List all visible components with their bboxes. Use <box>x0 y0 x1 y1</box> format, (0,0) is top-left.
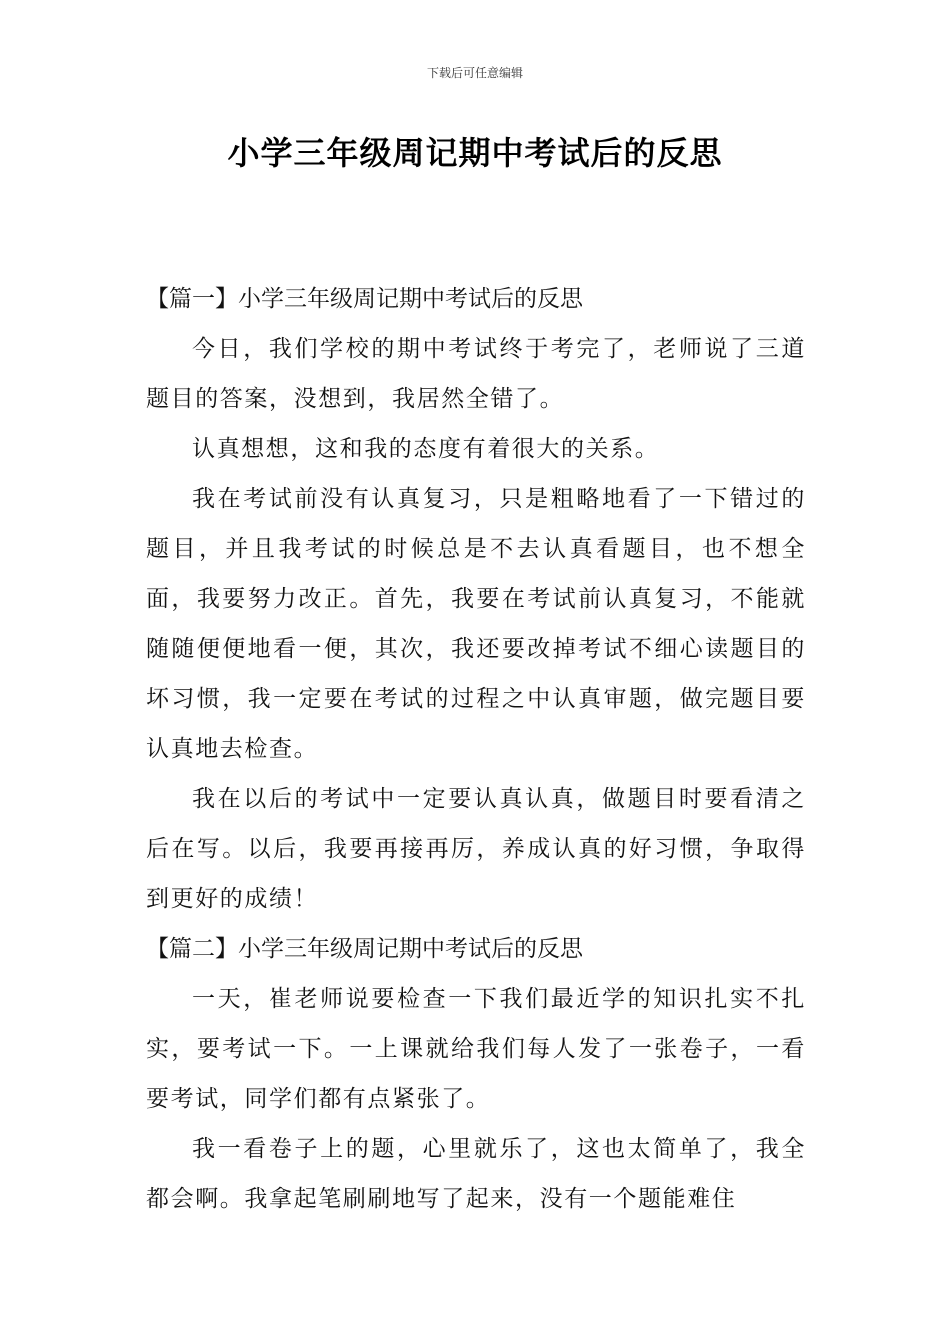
header-note: 下载后可任意编辑 <box>426 66 523 80</box>
paragraph: 我一看卷子上的题，心里就乐了，这也太简单了，我全都会啊。我拿起笔刷刷地写了起来，没有一个题能难住 <box>146 1136 806 1212</box>
document-body <box>146 274 806 1224</box>
section-1 <box>146 274 806 924</box>
paragraph: 认真想想，这和我的态度有着很大的关系。 <box>192 436 660 462</box>
document-title: 小学三年级周记期中考试后的反思 <box>227 134 723 172</box>
section-heading: 【篇一】小学三年级周记期中考试后的反思 <box>146 286 583 312</box>
paragraph: 一天，崔老师说要检查一下我们最近学的知识扎实不扎实，要考试一下。一上课就给我们每人发了一张卷子，一看要考试，同学们都有点紧张了。 <box>146 986 806 1112</box>
paragraph: 我在以后的考试中一定要认真认真，做题目时要看清之后在写。以后，我要再接再厉，养成认真的好习惯，争取得到更好的成绩！ <box>146 786 806 912</box>
section-heading: 【篇二】小学三年级周记期中考试后的反思 <box>146 936 583 962</box>
paragraph: 今日，我们学校的期中考试终于考完了，老师说了三道题目的答案，没想到，我居然全错了。 <box>146 336 806 412</box>
section-2 <box>146 924 806 1224</box>
paragraph: 我在考试前没有认真复习，只是粗略地看了一下错过的题目，并且我考试的时候总是不去认真看题目，也不想全面，我要努力改正。首先，我要在考试前认真复习，不能就随随便便地看一便，其次，我还要改掉考试不细心读题目的坏习惯，我一定要在考试的过程之中认真审题，做完题目要认真地去检查。 <box>146 486 806 762</box>
